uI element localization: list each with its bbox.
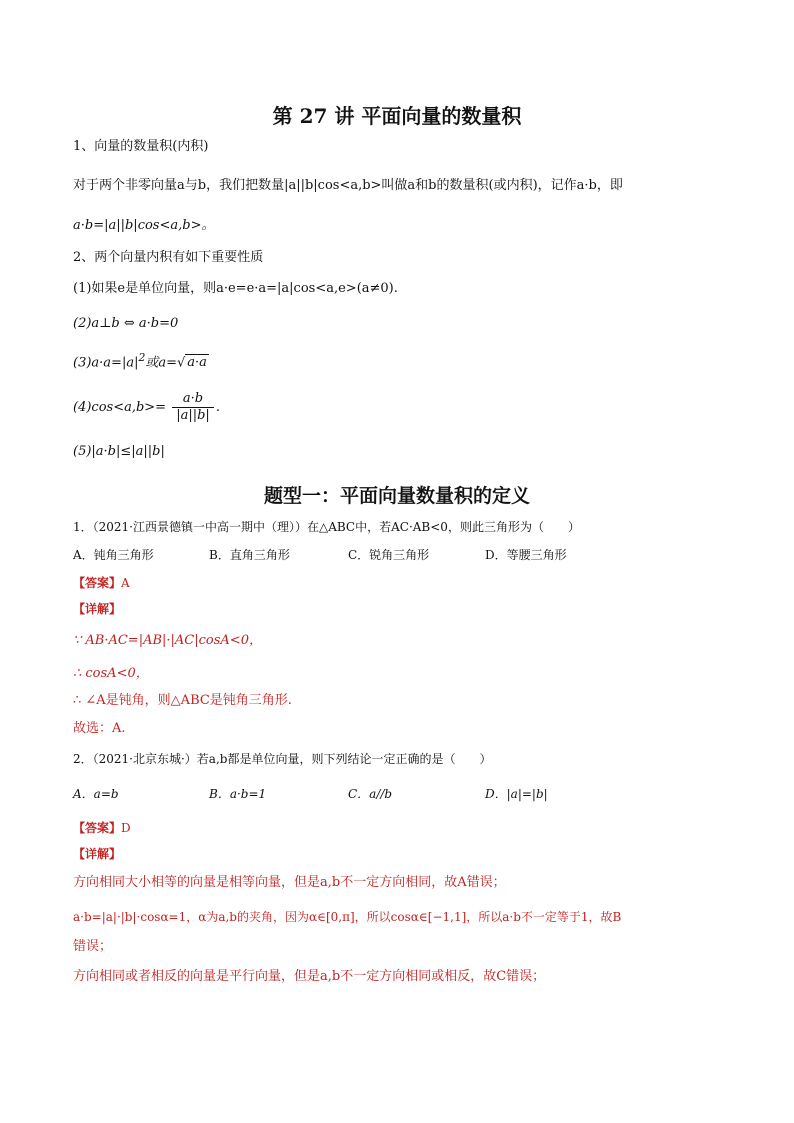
question-2-options bbox=[73, 785, 734, 803]
property-4-fraction bbox=[172, 391, 214, 424]
section-title: 题型一：平面向量数量积的定义 bbox=[263, 485, 530, 507]
definition-formula: a·b=|a||b|cos<a,b>。 bbox=[73, 218, 215, 233]
q1-detail-1: ∵ AB·AC=|AB|·|AC|cosA<0， bbox=[73, 633, 262, 648]
q2-detail-2: a·b=|a|·|b|·cosα=1，α为a,b的夹角，因为α∈[0,π]，所以cosα∈[−1,1]，所以a·b不一定等于1，故B bbox=[73, 910, 622, 924]
property-4-end: . bbox=[215, 400, 220, 415]
q1-option-c: C．锐角三角形 bbox=[348, 548, 430, 562]
q1-detail-3: ∴ ∠A是钝角，则△ABC是钝角三角形. bbox=[73, 693, 292, 708]
q2-detail-3: 错误； bbox=[73, 939, 113, 954]
property-2: (2)a⊥b ⇔ a·b=0 bbox=[73, 316, 179, 331]
property-3-mid: 或a= bbox=[145, 355, 177, 371]
property-3-exponent: 2 bbox=[138, 351, 146, 364]
q1-answer bbox=[73, 574, 734, 592]
q2-option-c: C．a//b bbox=[348, 787, 393, 801]
property-3-left: (3)a·a=|a| bbox=[73, 355, 139, 371]
q2-answer bbox=[73, 819, 734, 837]
property-4-left: (4)cos<a,b>= bbox=[73, 400, 167, 415]
property-1: (1)如果e是单位向量，则a·e=e·a=|a|cos<a,e>(a≠0). bbox=[73, 281, 398, 296]
question-2-stem: 2．（2021·北京东城·）若a,b都是单位向量，则下列结论一定正确的是（ ） bbox=[73, 752, 492, 766]
q1-answer-label: 【答案】 bbox=[73, 576, 122, 590]
q2-detail-1: 方向相同大小相等的向量是相等向量，但是a,b不一定方向相同，故A错误； bbox=[73, 875, 506, 890]
property-5: (5)|a·b|≤|a||b| bbox=[73, 444, 165, 459]
question-1-stem: 1．（2021·江西景德镇一中高一期中（理））在△ABC中，若AC·AB<0，则此三角形为（ ） bbox=[73, 520, 580, 534]
definition-line-1: 对于两个非零向量a与b，我们把数量|a||b|cos<a,b>叫做a和b的数量积(或内积)，记作a·b，即 bbox=[73, 178, 623, 193]
section-1-heading: 1、向量的数量积(内积) bbox=[73, 139, 209, 154]
property-3: $(3)a\cdot a=|a|^2$或a=√ a·a bbox=[73, 351, 207, 371]
property-4-denominator: |a||b| bbox=[176, 408, 210, 423]
q1-detail-4: 故选：A. bbox=[73, 721, 126, 736]
property-4 bbox=[73, 390, 734, 426]
property-4-numerator: a·b bbox=[172, 391, 214, 408]
property-3-radicand: a·a bbox=[187, 355, 207, 371]
q2-option-b: B．a·b=1 bbox=[209, 787, 267, 801]
q1-option-b: B．直角三角形 bbox=[209, 548, 290, 562]
q1-detail-2: ∴ cosA<0， bbox=[73, 666, 149, 681]
q1-option-d: D．等腰三角形 bbox=[485, 548, 567, 562]
q2-detail-4: 方向相同或者相反的向量是平行向量，但是a,b不一定方向相同或相反，故C错误； bbox=[73, 969, 546, 984]
q2-detail-label: 【详解】 bbox=[73, 847, 122, 861]
q2-option-a: A．a=b bbox=[73, 787, 119, 801]
q1-detail-label: 【详解】 bbox=[73, 602, 122, 616]
section-2-heading: 2、两个向量内积有如下重要性质 bbox=[73, 250, 264, 265]
q2-answer-value: D bbox=[121, 821, 131, 835]
q1-option-a: A．钝角三角形 bbox=[73, 548, 154, 562]
q1-answer-value: A bbox=[121, 576, 130, 590]
question-1-options bbox=[73, 546, 734, 564]
q2-option-d: D．|a|=|b| bbox=[485, 787, 548, 801]
page-title: 第 27 讲 平面向量的数量积 bbox=[272, 104, 522, 128]
q2-answer-label: 【答案】 bbox=[73, 821, 122, 835]
